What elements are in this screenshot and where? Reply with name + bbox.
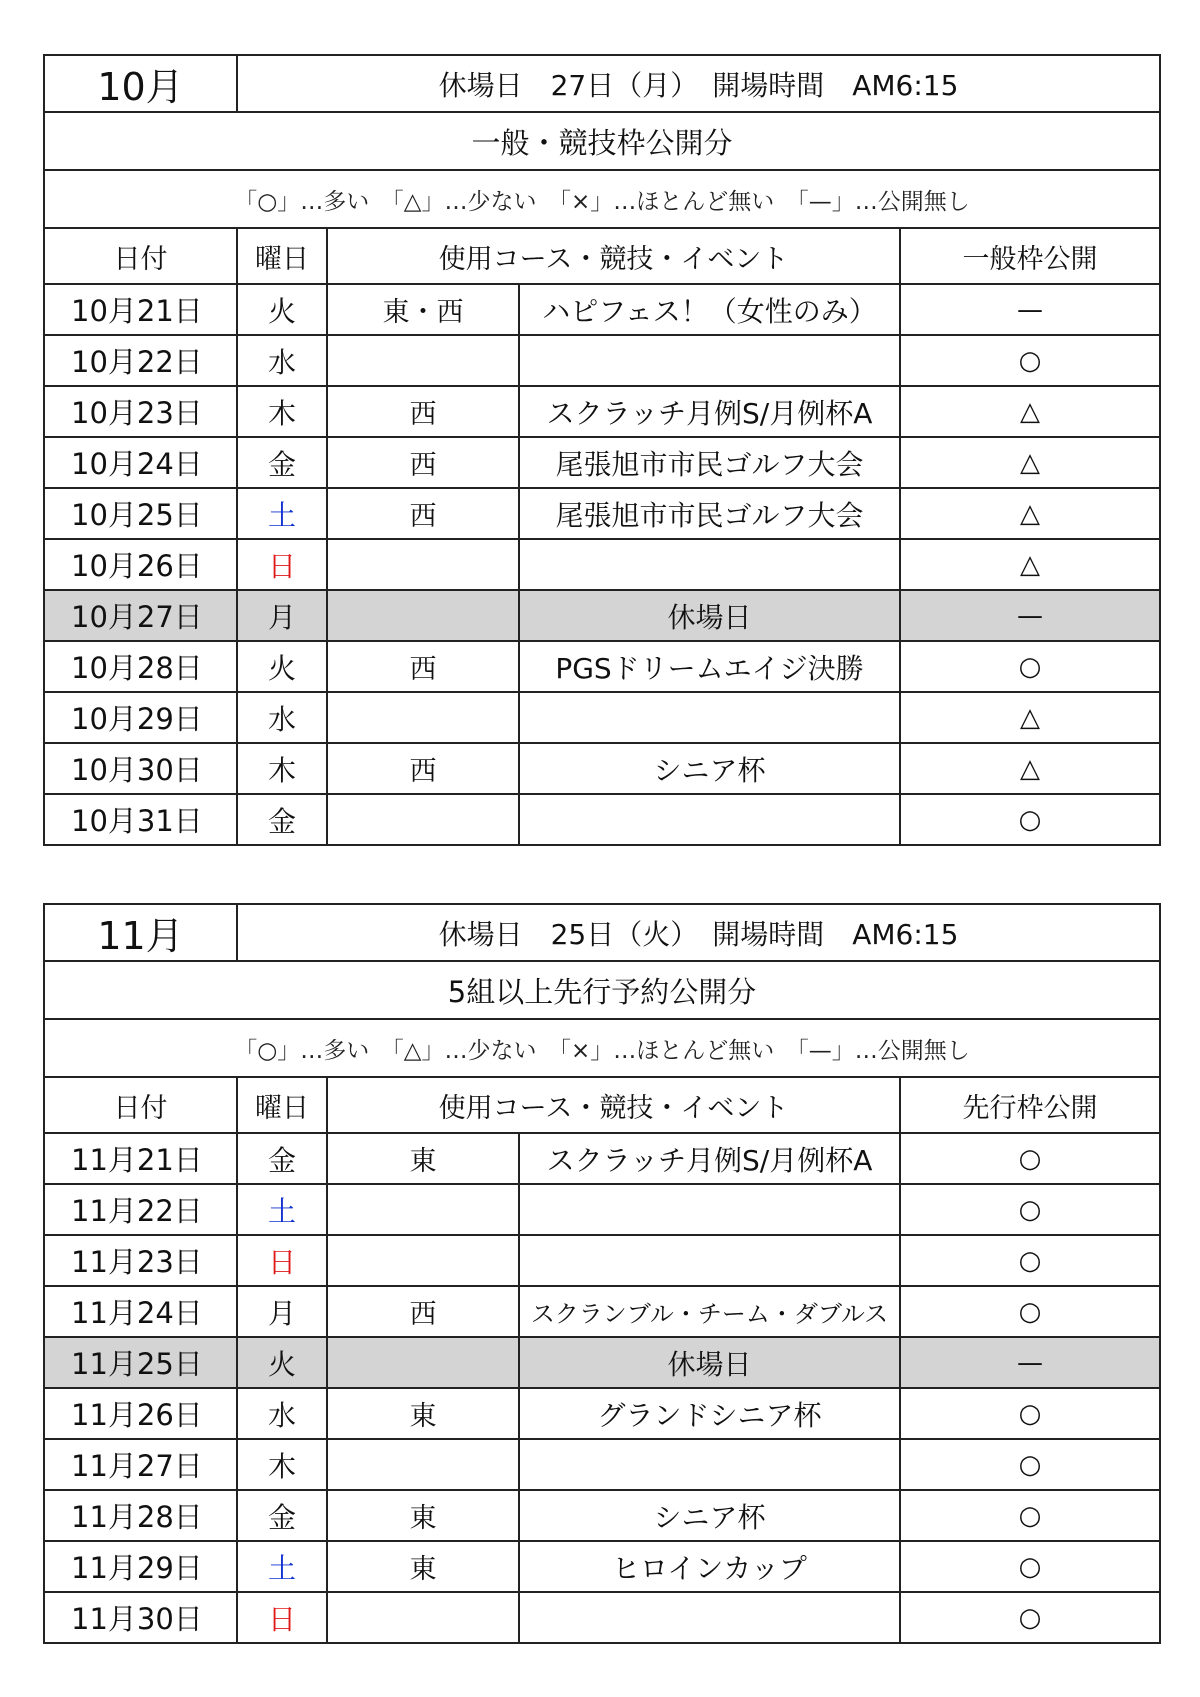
availability-cell: ○: [900, 1184, 1160, 1235]
day-row: [44, 488, 1160, 539]
course-cell: 西: [327, 437, 519, 488]
weekday-cell: 木: [237, 1439, 327, 1490]
availability-cell: ○: [900, 1439, 1160, 1490]
header-open: 先行枠公開: [900, 1077, 1160, 1133]
month-title: 10月: [44, 55, 237, 112]
course-cell: 西: [327, 1286, 519, 1337]
course-cell: 東: [327, 1490, 519, 1541]
availability-cell: ○: [900, 641, 1160, 692]
availability-cell: ○: [900, 1235, 1160, 1286]
day-row: [44, 590, 1160, 641]
table-subtitle: 一般・競技枠公開分: [44, 112, 1160, 170]
availability-cell: ○: [900, 1286, 1160, 1337]
header-course-event: 使用コース・競技・イベント: [327, 228, 900, 284]
event-cell: ハピフェス！（女性のみ）: [519, 284, 900, 335]
weekday-cell: 金: [237, 1133, 327, 1184]
day-row: [44, 1235, 1160, 1286]
date-cell: 11月27日: [44, 1439, 237, 1490]
event-cell: [519, 1184, 900, 1235]
weekday-cell: 金: [237, 1490, 327, 1541]
column-header-row: [44, 1077, 1160, 1133]
header-course-event: 使用コース・競技・イベント: [327, 1077, 900, 1133]
date-cell: 10月24日: [44, 437, 237, 488]
legend-row: [44, 170, 1160, 228]
day-row: [44, 437, 1160, 488]
weekday-cell: 木: [237, 743, 327, 794]
weekday-cell: 火: [237, 641, 327, 692]
date-cell: 10月28日: [44, 641, 237, 692]
month-info: 休場日 25日（火） 開場時間 AM6:15: [237, 904, 1160, 961]
weekday-cell: 日: [237, 539, 327, 590]
event-cell: シニア杯: [519, 743, 900, 794]
day-row: [44, 794, 1160, 845]
november-table-body: [44, 904, 1160, 1643]
weekday-cell: 土: [237, 1541, 327, 1592]
course-cell: [327, 1337, 519, 1388]
legend-text: 「○」…多い 「△」…少ない 「×」…ほとんど無い 「—」…公開無し: [44, 1019, 1160, 1077]
day-row: [44, 1184, 1160, 1235]
date-cell: 11月22日: [44, 1184, 237, 1235]
date-cell: 11月25日: [44, 1337, 237, 1388]
legend-text: 「○」…多い 「△」…少ない 「×」…ほとんど無い 「—」…公開無し: [44, 170, 1160, 228]
course-cell: 東: [327, 1541, 519, 1592]
month-info: 休場日 27日（月） 開場時間 AM6:15: [237, 55, 1160, 112]
date-cell: 10月27日: [44, 590, 237, 641]
october-schedule-table: [43, 54, 1161, 846]
event-cell: 尾張旭市市民ゴルフ大会: [519, 437, 900, 488]
day-row: [44, 386, 1160, 437]
day-row: [44, 335, 1160, 386]
course-cell: 東・西: [327, 284, 519, 335]
event-cell: [519, 539, 900, 590]
course-cell: [327, 1439, 519, 1490]
day-row: [44, 1541, 1160, 1592]
day-row: [44, 1388, 1160, 1439]
availability-cell: ○: [900, 1592, 1160, 1643]
weekday-cell: 水: [237, 335, 327, 386]
weekday-cell: 火: [237, 284, 327, 335]
date-cell: 10月21日: [44, 284, 237, 335]
event-cell: グランドシニア杯: [519, 1388, 900, 1439]
availability-cell: △: [900, 539, 1160, 590]
day-row: [44, 641, 1160, 692]
date-cell: 11月28日: [44, 1490, 237, 1541]
legend-row: [44, 1019, 1160, 1077]
header-date: 日付: [44, 1077, 237, 1133]
availability-cell: △: [900, 692, 1160, 743]
availability-cell: —: [900, 284, 1160, 335]
weekday-cell: 火: [237, 1337, 327, 1388]
october-table-body: [44, 55, 1160, 845]
day-row: [44, 284, 1160, 335]
day-row: [44, 1133, 1160, 1184]
date-cell: 11月29日: [44, 1541, 237, 1592]
weekday-cell: 日: [237, 1592, 327, 1643]
event-cell: [519, 692, 900, 743]
course-cell: 西: [327, 488, 519, 539]
date-cell: 10月25日: [44, 488, 237, 539]
course-cell: [327, 794, 519, 845]
date-cell: 11月24日: [44, 1286, 237, 1337]
table-subtitle: 5組以上先行予約公開分: [44, 961, 1160, 1019]
event-cell: PGSドリームエイジ決勝: [519, 641, 900, 692]
month-header-row: [44, 55, 1160, 112]
header-open: 一般枠公開: [900, 228, 1160, 284]
header-weekday: 曜日: [237, 1077, 327, 1133]
date-cell: 10月23日: [44, 386, 237, 437]
availability-cell: ○: [900, 1133, 1160, 1184]
course-cell: [327, 335, 519, 386]
subtitle-row: [44, 961, 1160, 1019]
course-cell: 西: [327, 641, 519, 692]
availability-cell: △: [900, 488, 1160, 539]
event-cell: シニア杯: [519, 1490, 900, 1541]
weekday-cell: 土: [237, 1184, 327, 1235]
weekday-cell: 木: [237, 386, 327, 437]
date-cell: 11月23日: [44, 1235, 237, 1286]
availability-cell: ○: [900, 335, 1160, 386]
course-cell: [327, 1592, 519, 1643]
weekday-cell: 月: [237, 1286, 327, 1337]
date-cell: 10月30日: [44, 743, 237, 794]
day-row: [44, 1592, 1160, 1643]
event-cell: [519, 794, 900, 845]
availability-cell: ○: [900, 1490, 1160, 1541]
weekday-cell: 土: [237, 488, 327, 539]
event-cell: [519, 1592, 900, 1643]
course-cell: 東: [327, 1388, 519, 1439]
weekday-cell: 金: [237, 437, 327, 488]
course-cell: [327, 590, 519, 641]
column-header-row: [44, 228, 1160, 284]
day-row: [44, 692, 1160, 743]
date-cell: 11月21日: [44, 1133, 237, 1184]
day-row: [44, 539, 1160, 590]
availability-cell: △: [900, 743, 1160, 794]
course-cell: 西: [327, 743, 519, 794]
course-cell: 東: [327, 1133, 519, 1184]
weekday-cell: 水: [237, 1388, 327, 1439]
day-row: [44, 743, 1160, 794]
header-date: 日付: [44, 228, 237, 284]
event-cell: [519, 1439, 900, 1490]
weekday-cell: 金: [237, 794, 327, 845]
month-header-row: [44, 904, 1160, 961]
availability-cell: —: [900, 1337, 1160, 1388]
event-cell: [519, 1235, 900, 1286]
event-cell: [519, 335, 900, 386]
event-cell: 尾張旭市市民ゴルフ大会: [519, 488, 900, 539]
event-cell: スクラッチ月例S/月例杯A: [519, 386, 900, 437]
weekday-cell: 水: [237, 692, 327, 743]
course-cell: [327, 1184, 519, 1235]
course-cell: 西: [327, 386, 519, 437]
event-cell: 休場日: [519, 590, 900, 641]
availability-cell: ○: [900, 794, 1160, 845]
course-cell: [327, 1235, 519, 1286]
header-weekday: 曜日: [237, 228, 327, 284]
event-cell: 休場日: [519, 1337, 900, 1388]
date-cell: 10月26日: [44, 539, 237, 590]
course-cell: [327, 692, 519, 743]
date-cell: 10月29日: [44, 692, 237, 743]
event-cell: スクランブル・チーム・ダブルス: [519, 1286, 900, 1337]
day-row: [44, 1490, 1160, 1541]
availability-cell: ○: [900, 1388, 1160, 1439]
date-cell: 11月30日: [44, 1592, 237, 1643]
weekday-cell: 日: [237, 1235, 327, 1286]
weekday-cell: 月: [237, 590, 327, 641]
event-cell: スクラッチ月例S/月例杯A: [519, 1133, 900, 1184]
date-cell: 11月26日: [44, 1388, 237, 1439]
availability-cell: ○: [900, 1541, 1160, 1592]
availability-cell: △: [900, 437, 1160, 488]
subtitle-row: [44, 112, 1160, 170]
course-cell: [327, 539, 519, 590]
event-cell: ヒロインカップ: [519, 1541, 900, 1592]
availability-cell: △: [900, 386, 1160, 437]
month-title: 11月: [44, 904, 237, 961]
day-row: [44, 1439, 1160, 1490]
day-row: [44, 1337, 1160, 1388]
day-row: [44, 1286, 1160, 1337]
november-schedule-table: [43, 903, 1161, 1644]
date-cell: 10月31日: [44, 794, 237, 845]
date-cell: 10月22日: [44, 335, 237, 386]
availability-cell: —: [900, 590, 1160, 641]
